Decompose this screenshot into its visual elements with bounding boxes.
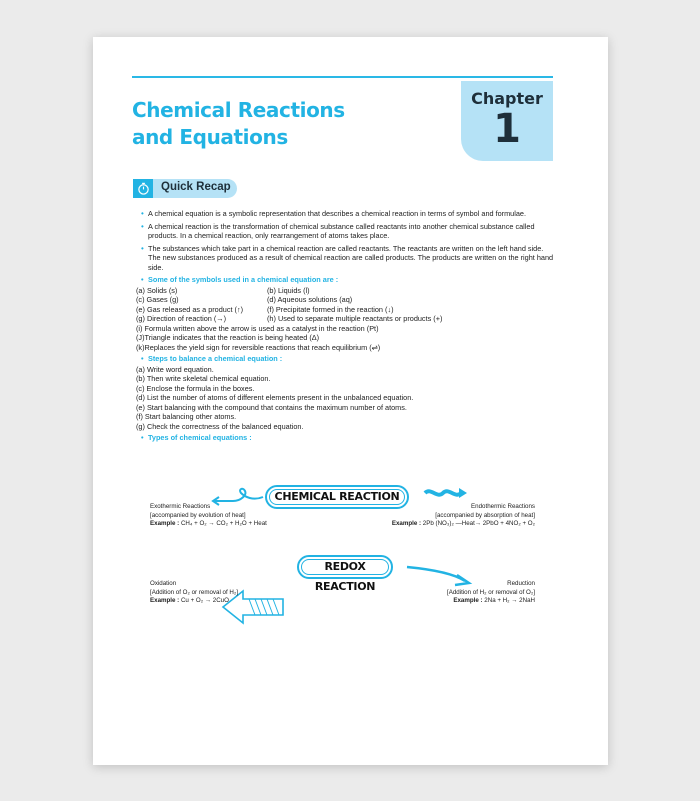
list-item: • A chemical reaction is the transformation of chemical substance called reactants into another chemical substance called products. In a chemical reaction, only rearrangement of atoms takes place. [136, 222, 556, 241]
step-item: (g) Check the correctness of the balanced equation. [136, 421, 304, 431]
exothermic-note: Exothermic Reactions [accompanied by evolution of heat] Example : CH₄ + O₂ → CO₂ + H₂O + Heat [150, 503, 267, 527]
chemical-reaction-label: CHEMICAL REACTION [265, 485, 409, 509]
list-item: • The substances which take part in a chemical reaction are called reactants. The reactants are written on the left hand side. The new substances produced as a result of chemical reaction are called products. The products are written on the right hand side. [136, 244, 556, 273]
symbols-heading: • Some of the symbols used in a chemical equation are : [136, 275, 556, 285]
oxidation-note: Oxidation [Addition of O₂ or removal of H₂] Example : Cu + O₂ → 2CuO [150, 580, 239, 604]
chapter-number: 1 [493, 106, 521, 152]
book-page [93, 37, 608, 765]
quick-recap-label: Quick Recap [161, 181, 231, 193]
symbol-row: (a) Solids (s) (b) Liquids (l) [136, 285, 310, 295]
quick-recap-banner [133, 179, 237, 198]
wavy-arrow-right [425, 491, 461, 494]
chapter-word: Chapter [471, 89, 543, 108]
chapter-badge [461, 81, 553, 161]
symbol-row: (g) Direction of reaction (→) (h) Used to separate multiple reactants or products (+) [136, 314, 443, 323]
redox-reaction-label: REDOX REACTION [297, 555, 393, 579]
steps-heading: • Steps to balance a chemical equation : [136, 354, 556, 364]
step-item: (b) Then write skeletal chemical equation. [136, 374, 271, 383]
step-item: (f) Start balancing other atoms. [136, 412, 237, 421]
top-rule [132, 76, 553, 78]
chapter-title: Chemical Reactions and Equations [132, 98, 345, 149]
symbol-line: (J)Triangle indicates that the reaction is being heated (Δ) [136, 333, 320, 342]
reduction-note: Reduction [Addition of H₂ or removal of O₂] Example : 2Na + H₂ → 2NaH [446, 580, 535, 604]
step-item: (d) List the number of atoms of different elements present in the unbalanced equation. [136, 393, 414, 402]
curly-arrow-left [215, 489, 263, 501]
step-item: (e) Start balancing with the compound that contains the maximum number of atoms. [136, 402, 407, 412]
step-item: (a) Write word equation. [136, 364, 214, 374]
symbol-row: (e) Gas released as a product (↑) (f) Precipitate formed in the reaction (↓) [136, 304, 394, 314]
symbol-row: (c) Gases (g) (d) Aqueous solutions (aq) [136, 295, 353, 304]
list-item: • A chemical equation is a symbolic representation that describes a chemical reaction in terms of symbol and formulae. [136, 209, 556, 219]
step-item: (c) Enclose the formula in the boxes. [136, 383, 255, 393]
endothermic-note: Endothermic Reactions [accompanied by absorption of heat] Example : 2Pb (NO₃)₂ —Heat→ 2PbO + 4NO₂ + O₂ [391, 503, 535, 527]
symbol-line: (k)Replaces the yield sign for reversible reactions that reach equilibrium (⇌) [136, 342, 381, 352]
symbol-line: (i) Formula written above the arrow is used as a catalyst in the reaction (Pt) [136, 323, 379, 333]
reaction-types-diagram [93, 477, 608, 657]
recap-content [136, 209, 556, 444]
swoosh-arrow-right [407, 567, 465, 581]
stopwatch-icon [133, 179, 153, 198]
types-heading: • Types of chemical equations : [136, 433, 556, 443]
